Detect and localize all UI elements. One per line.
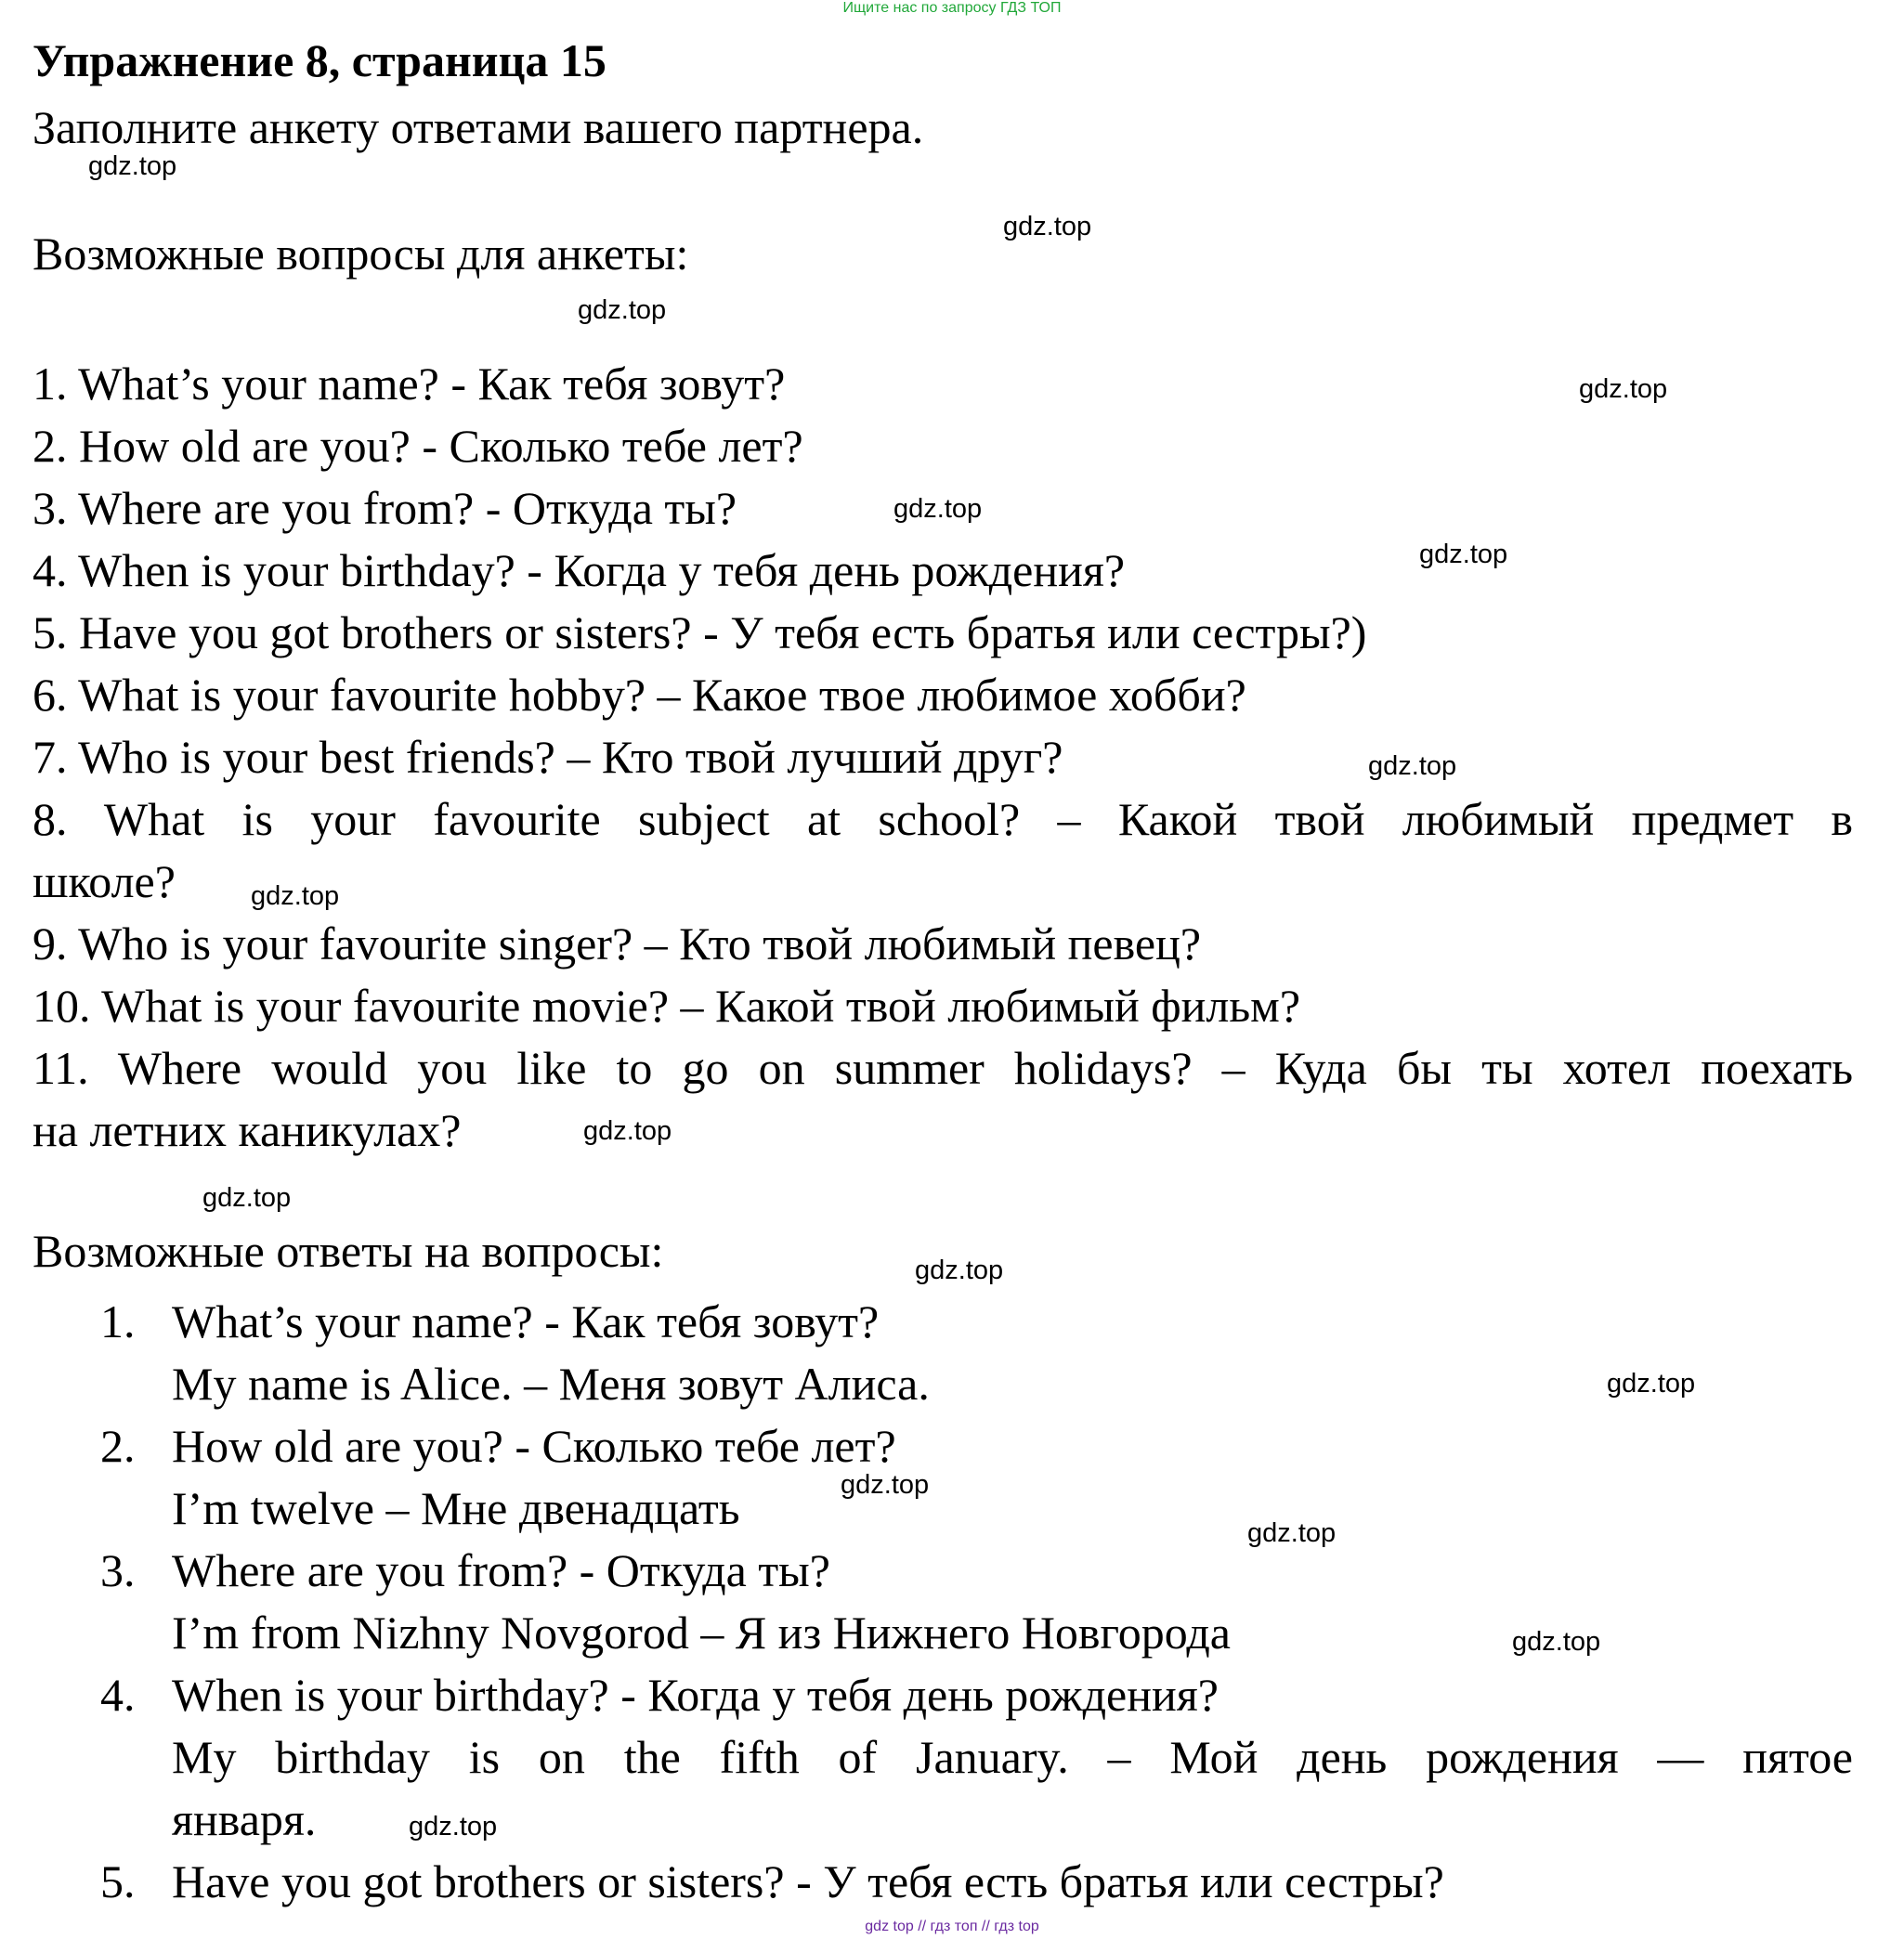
answer-question: When is your birthday? - Когда у тебя день рождения? — [172, 1669, 1219, 1721]
watermark: gdz.top — [251, 881, 340, 911]
watermark: gdz.top — [1579, 374, 1668, 404]
answer-text: I’m twelve – Мне двенадцать — [172, 1482, 740, 1534]
answer-question: Have you got brothers or sisters? - У тебя есть братья или сестры? — [172, 1855, 1444, 1907]
question-item-continuation: на летних каникулах? — [33, 1104, 462, 1156]
answer-question: Where are you from? - Откуда ты? — [172, 1544, 830, 1596]
watermark: gdz.top — [1419, 540, 1508, 569]
answer-question: How old are you? - Сколько тебе лет? — [172, 1420, 896, 1472]
footer-watermark: gdz top // гдз топ // гдз top — [865, 1919, 1039, 1934]
watermark: gdz.top — [915, 1256, 1004, 1285]
question-item: 6. What is your favourite hobby? – Какое твое любимое хобби? — [33, 669, 1246, 721]
answer-number: 1. — [100, 1295, 136, 1347]
answer-text: My birthday is on the fifth of January. – Мой день рождения — пятое — [172, 1731, 1853, 1783]
answer-item — [100, 1415, 1853, 1540]
answer-text-continuation: января. — [172, 1793, 317, 1845]
page-title: Упражнение 8, страница 15 — [33, 34, 606, 86]
question-item: 9. Who is your favourite singer? – Кто твой любимый певец? — [33, 917, 1202, 970]
answer-number: 3. — [100, 1544, 136, 1596]
answer-item — [100, 1664, 1853, 1851]
question-item: 10. What is your favourite movie? – Какой твой любимый фильм? — [33, 980, 1301, 1032]
question-item: 3. Where are you from? - Откуда ты? — [33, 482, 737, 534]
answer-question: What’s your name? - Как тебя зовут? — [172, 1295, 880, 1347]
answer-number: 5. — [100, 1855, 136, 1907]
watermark: gdz.top — [1247, 1518, 1337, 1548]
question-item: 8. What is your favourite subject at school? – Какой твой любимый предмет в — [33, 793, 1853, 845]
question-item: 5. Have you got brothers or sisters? - У тебя есть братья или сестры?) — [33, 606, 1367, 658]
questions-list — [33, 353, 1853, 1162]
watermark: gdz.top — [409, 1812, 498, 1841]
watermark: gdz.top — [202, 1183, 292, 1213]
watermark: gdz.top — [578, 295, 667, 325]
watermark: gdz.top — [1607, 1369, 1696, 1399]
question-item: 7. Who is your best friends? – Кто твой лучший друг? — [33, 731, 1063, 783]
answer-number: 4. — [100, 1669, 136, 1721]
answers-list — [100, 1291, 1853, 1913]
question-item: 4. When is your birthday? - Когда у тебя день рождения? — [33, 544, 1126, 596]
watermark: gdz.top — [1003, 212, 1092, 241]
questions-heading: Возможные вопросы для анкеты: — [33, 228, 689, 280]
top-banner: Ищите нас по запросу ГДЗ ТОП — [842, 0, 1062, 16]
watermark: gdz.top — [841, 1470, 930, 1500]
answer-text: My name is Alice. – Меня зовут Алиса. — [172, 1358, 930, 1410]
question-item: 1. What’s your name? - Как тебя зовут? — [33, 358, 786, 410]
watermark: gdz.top — [1368, 751, 1457, 781]
instruction: Заполните анкету ответами вашего партнера. — [33, 101, 924, 153]
answer-item — [100, 1291, 1853, 1415]
watermark: gdz.top — [88, 151, 177, 181]
question-item-continuation: школе? — [33, 855, 176, 907]
answer-text: I’m from Nizhny Novgorod – Я из Нижнего Новгорода — [172, 1607, 1231, 1659]
watermark: gdz.top — [583, 1116, 672, 1146]
watermark: gdz.top — [1512, 1627, 1601, 1657]
answer-item — [100, 1851, 1853, 1913]
answer-number: 2. — [100, 1420, 136, 1472]
question-item: 11. Where would you like to go on summer holidays? – Куда бы ты хотел поехать — [33, 1042, 1853, 1094]
question-item: 2. How old are you? - Сколько тебе лет? — [33, 420, 803, 472]
answers-heading: Возможные ответы на вопросы: — [33, 1225, 664, 1277]
watermark: gdz.top — [893, 494, 983, 524]
